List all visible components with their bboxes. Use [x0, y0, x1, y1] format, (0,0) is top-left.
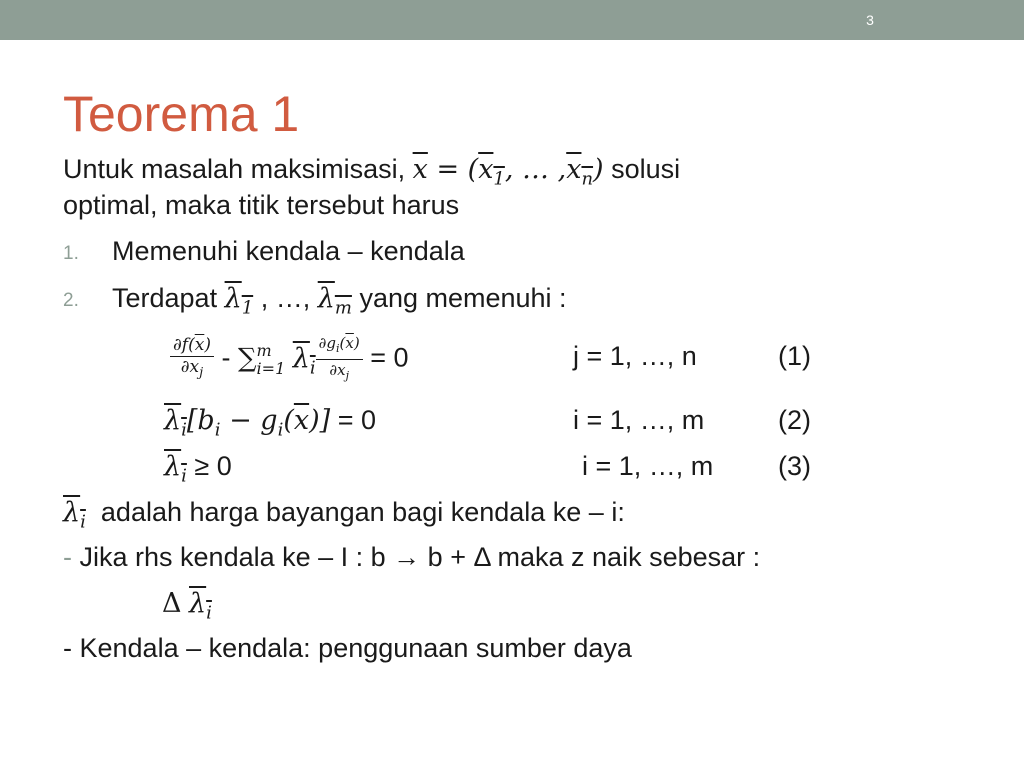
lambda-m-symbol: $\lambda_m$: [317, 283, 352, 319]
intro-line-2: optimal, maka titik tersebut harus: [63, 190, 460, 220]
slide-title: Teorema 1: [63, 86, 300, 142]
slide-number: 3: [866, 12, 874, 28]
intro-text-b: solusi: [611, 154, 681, 184]
delta-lambda-formula: Δ $\lambda_i$: [162, 588, 212, 624]
equation-3-index: i = 1, …, m: [582, 451, 714, 481]
rhs-change-line: - Jika rhs kendala ke – I : b → b + Δ maka z naik sebesar :: [63, 542, 761, 572]
bullet-dash: -: [63, 542, 72, 572]
equation-2-index: i = 1, …, m: [573, 405, 705, 435]
equation-2-lhs: $\lambda_i[b_i - g_i(\overline{x})] = 0$: [164, 405, 376, 441]
intro-text-a: Untuk masalah maksimisasi,: [63, 154, 406, 184]
partial-g-fraction: $\frac{\partial g_i(\overline{x})}{\partial x_j}$: [316, 333, 363, 386]
list-item-2: Terdapat $\lambda_1$ , …, $\lambda_m$ yang memenuhi :: [112, 283, 567, 319]
equation-1-label: (1): [778, 341, 811, 371]
shadow-price-line: $\lambda_i$ adalah harga bayangan bagi kendala ke – i:: [63, 497, 625, 533]
optimal-solution-formula: $\overline{x} = (x_1$, … $,x_n$): [412, 154, 604, 190]
sum-symbol: ∑: [237, 343, 257, 374]
equation-1-lhs: $\frac{\partial f(\overline{x})}{\partial x_j}$ - ∑ m i=1 $\lambda_i$ $\frac{\partial g_i(\overline{x})}{\partial x_j}$ = 0: [170, 333, 409, 390]
list-marker-1: 1.: [63, 243, 79, 264]
equation-3-lhs: $\lambda_i \ge 0$: [164, 451, 232, 487]
partial-f-fraction: $\frac{\partial f(\overline{x})}{\partial x_j}$: [170, 335, 214, 383]
equation-2-label: (2): [778, 405, 811, 435]
resource-usage-line: - Kendala – kendala: penggunaan sumber daya: [63, 633, 632, 663]
equation-3-label: (3): [778, 451, 811, 481]
lambda-1-symbol: $\lambda_1$: [224, 283, 254, 319]
list-item-1: Memenuhi kendala – kendala: [112, 236, 465, 266]
list-marker-2: 2.: [63, 290, 79, 311]
equation-1-index: j = 1, …, n: [573, 341, 697, 371]
